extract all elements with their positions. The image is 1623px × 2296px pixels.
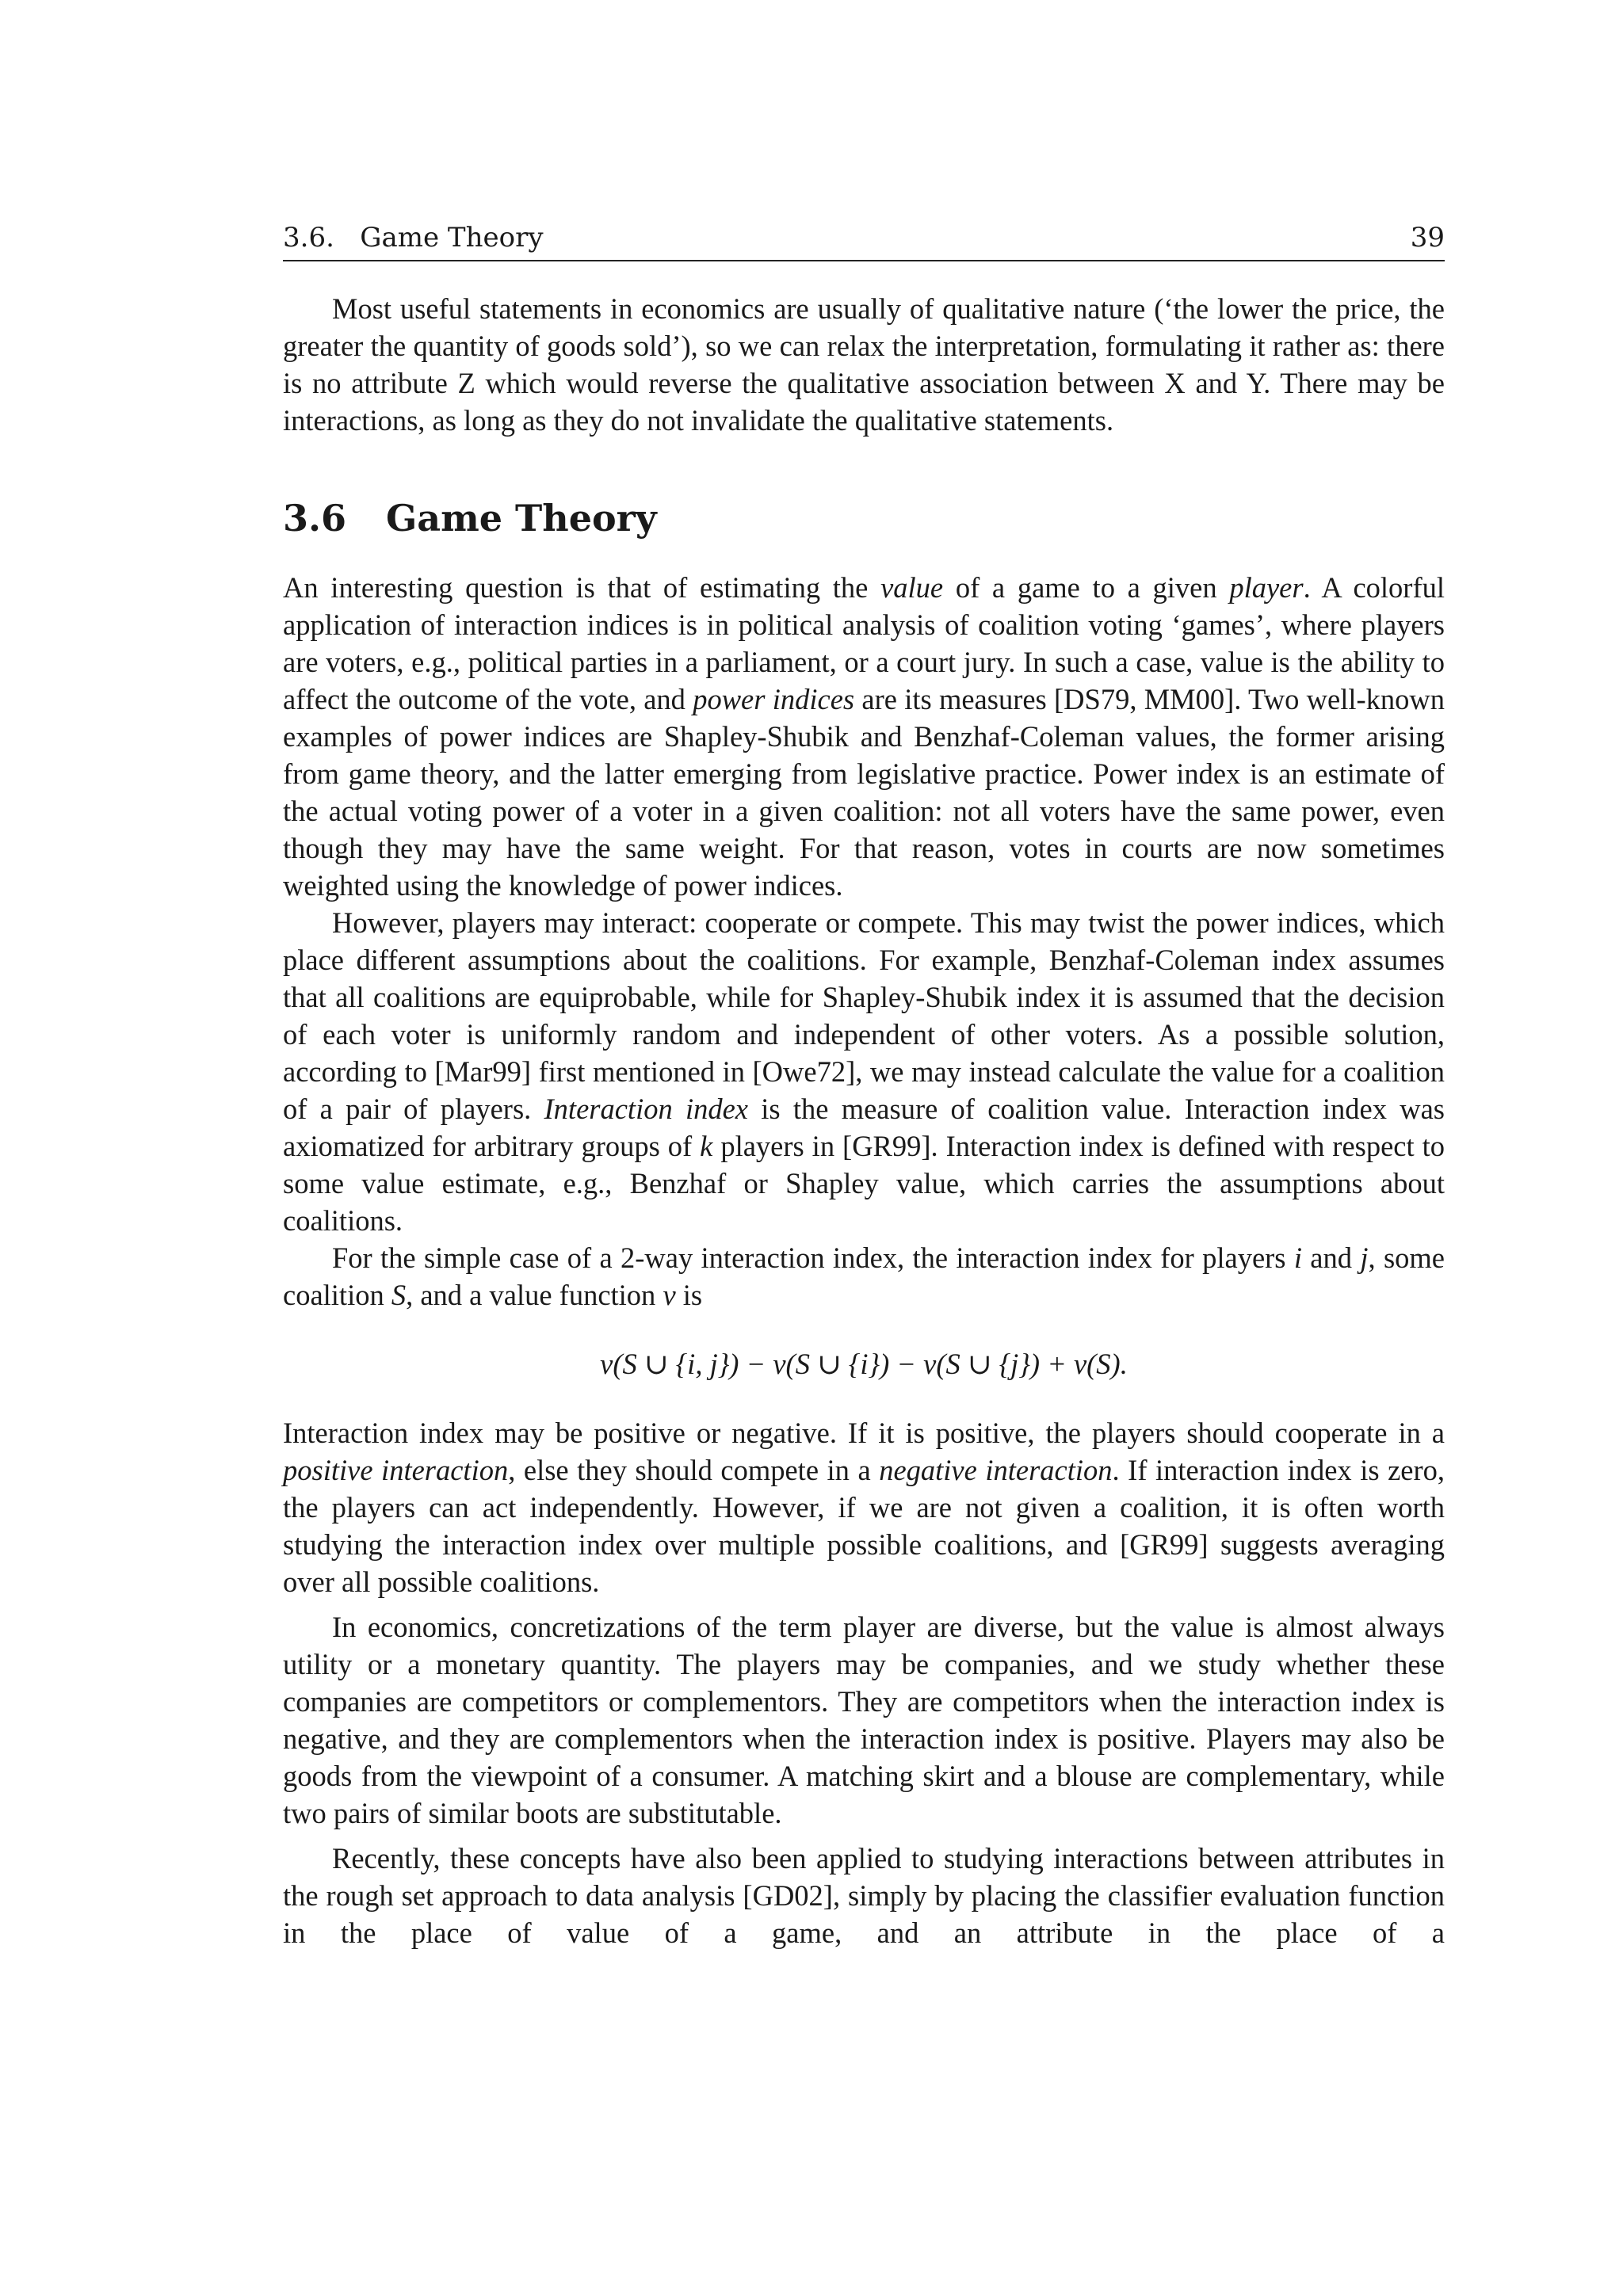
p3-text-a: For the simple case of a 2-way interaction index, the interaction index for players (332, 1241, 1294, 1274)
p4-text-a: Interaction index may be positive or negative. If it is positive, the players should cooperate in a (283, 1417, 1445, 1449)
paragraph-economics: In economics, concretizations of the term player are diverse, but the value is almost always utility or a monetary quantity. The players may be companies, and we study whether these companies are competitors or complementors. They are competitors when the interaction index is negative, and they are complementors when the interaction index is positive. Players may also be goods from the viewpoint of a consumer. A matching skirt and a blouse are complementary, while two pairs of similar boots are substitutable. (283, 1611, 1445, 1829)
p1-emph-value: value (880, 571, 944, 604)
p3-text-e: , some coalition (283, 1241, 1445, 1311)
p3-text-g: , and a value function (406, 1279, 663, 1311)
p1-text-c: of a game to a given (943, 571, 1230, 604)
p1-text-e: . A colorful application of interaction indices is in political analysis of coalition voting ‘games’, where players are voters, e.g., political parties in a parliament, or a court jury. In such a case, value is the ability to affect the outcome of the vote, and (283, 571, 1445, 715)
p3-text-i: is (675, 1279, 703, 1311)
p2-text-c: is the measure of coalition value. Interaction index was axiomatized for arbitrary groups of (283, 1093, 1445, 1162)
running-head (283, 222, 1445, 261)
p4-emph-negative: negative interaction (879, 1454, 1113, 1486)
equation (283, 1345, 1445, 1383)
p2-emph-interaction-index: Interaction index (544, 1093, 749, 1125)
section-title: Game Theory (386, 497, 657, 540)
p3-emph-v: v (663, 1279, 676, 1311)
p1-emph-power-indices: power indices (693, 683, 855, 715)
p4-text-c: , else they should compete in a (508, 1454, 880, 1486)
p4-text-e: . If interaction index is zero, the players can act independently. However, if we are not given a coalition, it is often worth studying the interaction index over multiple possible coalitions, and [GR99] suggests averaging over all possible coalitions. (283, 1454, 1445, 1598)
p1-text-g: are its measures [DS79, MM00]. Two well-known examples of power indices are Shapley-Shubik and Benzhaf-Coleman values, the former arising from game theory, and the latter emerging from legislative practice. Power index is an estimate of the actual voting power of a voter in a given coalition: not all voters have the same power, even though they may have the same weight. For that reason, votes in courts are now sometimes weighted using the knowledge of power indices. (283, 683, 1445, 902)
p2-emph-k: k (700, 1130, 713, 1162)
paragraph-positive-negative (283, 1414, 1445, 1600)
p2-text-e: players in [GR99]. Interaction index is defined with respect to some value estimate, e.g., Benzhaf or Shapley value, which carries the assumptions about coalitions. (283, 1130, 1445, 1237)
paragraph-rough-set: Recently, these concepts have also been applied to studying interactions between attributes in the rough set approach to data analysis [GD02], simply by placing the classifier evaluation function in the place of value of a game, and an attribute in the place of a (283, 1842, 1445, 1949)
paragraph-two-way (283, 1239, 1445, 1314)
p3-emph-s: S (391, 1279, 407, 1311)
running-head-section: 3.6. Game Theory (283, 222, 544, 254)
p3-emph-j: j (1360, 1241, 1369, 1274)
p3-emph-i: i (1293, 1241, 1302, 1274)
p1-text-a: An interesting question is that of estimating the (283, 571, 881, 604)
p1-emph-player: player (1229, 571, 1304, 604)
section-number: 3.6 (283, 497, 347, 540)
paragraph-intro: Most useful statements in economics are usually of qualitative nature (‘the lower the price, the greater the quantity of goods sold’), so we can relax the interpretation, formulating it rather as: there is no attribute Z which would reverse the qualitative association between X and Y. There may be interactions, as long as they do not invalidate the qualitative statements. (283, 292, 1445, 437)
p4-emph-positive: positive interaction (283, 1454, 509, 1486)
p3-text-c: and (1301, 1241, 1361, 1274)
body-text (283, 290, 1445, 1951)
section-heading (283, 496, 1445, 540)
paragraph-interaction (283, 904, 1445, 1239)
page (283, 222, 1445, 1951)
paragraph-power-indices (283, 569, 1445, 904)
page-number: 39 (1410, 222, 1445, 254)
equation-text: v(S ∪ {i, j}) − v(S ∪ {i}) − v(S ∪ {j}) + v(S). (600, 1348, 1128, 1380)
p2-text-a: However, players may interact: cooperate or compete. This may twist the power indices, which place different assumptions about the coalitions. For example, Benzhaf-Coleman index assumes that all coalitions are equiprobable, while for Shapley-Shubik index it is assumed that the decision of each voter is uniformly random and independent of other voters. As a possible solution, according to [Mar99] first mentioned in [Owe72], we may instead calculate the value for a coalition of a pair of players. (283, 906, 1445, 1125)
